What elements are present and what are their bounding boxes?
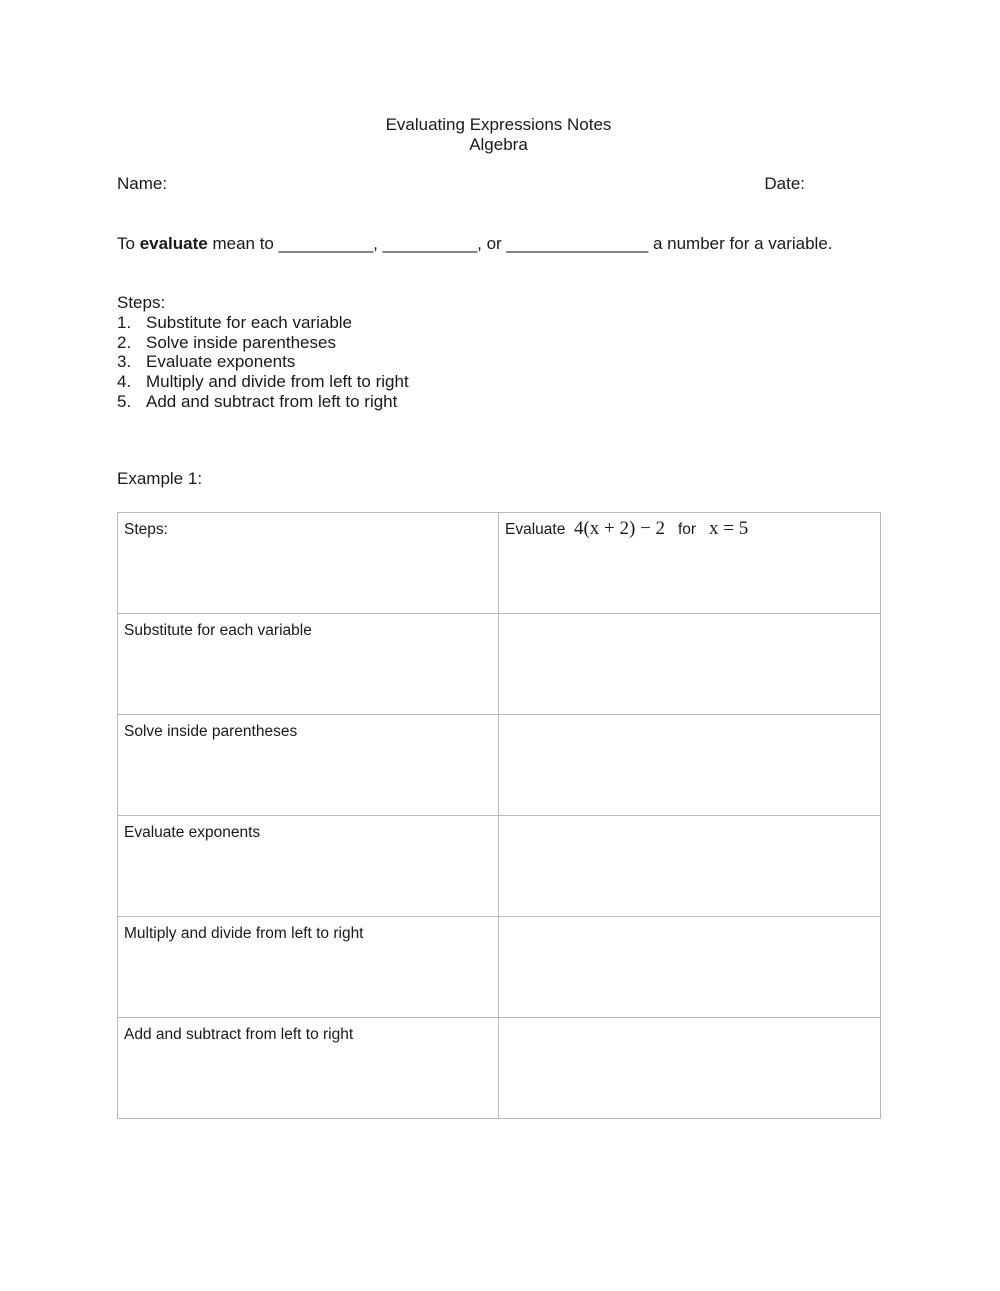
steps-heading: Steps: [117,293,166,312]
step-text: Solve inside parentheses [146,332,336,352]
step-item [117,313,409,333]
step-label-cell: Multiply and divide from left to right [118,917,499,1018]
date-label: Date: [764,174,805,193]
evaluate-definition [117,234,833,254]
work-cell[interactable] [499,614,881,715]
definition-rest: mean to __________, __________, or _______________ a number for a variable. [207,234,833,253]
step-number: 5. [117,391,132,411]
work-cell[interactable] [499,816,881,917]
step-text: Evaluate exponents [146,352,296,372]
table-row [118,917,881,1018]
evaluate-word: Evaluate [505,521,566,538]
table-header-steps: Steps: [118,513,499,614]
step-text: Substitute for each variable [146,312,353,332]
step-number: 3. [117,352,132,372]
expression: 4(x + 2) − 2 [573,518,666,539]
steps-section [117,293,409,412]
table-row [118,816,881,917]
definition-prefix: To [117,234,140,253]
condition: x = 5 [708,518,749,539]
step-item [117,333,409,353]
name-label: Name: [117,174,168,193]
step-text: Add and subtract from left to right [146,391,398,411]
table-row [118,513,881,614]
step-number: 4. [117,372,132,392]
document-title: Evaluating Expressions Notes [385,115,612,134]
table-row [118,1018,881,1119]
step-item [117,352,409,372]
step-text: Multiply and divide from left to right [146,372,409,392]
document-header [0,115,997,155]
step-label-cell: Solve inside parentheses [118,715,499,816]
step-number: 2. [117,332,132,352]
work-cell[interactable] [499,715,881,816]
table-row [118,614,881,715]
example-label: Example 1: [117,469,203,488]
steps-list [117,313,409,412]
step-label-cell: Evaluate exponents [118,816,499,917]
for-word: for [677,521,697,538]
work-cell[interactable] [499,1018,881,1119]
definition-bold-word: evaluate [139,234,208,253]
work-cell[interactable] [499,917,881,1018]
table-header-problem [499,513,881,614]
step-label-cell: Substitute for each variable [118,614,499,715]
example-work-table [117,512,881,1119]
table-row [118,715,881,816]
step-item [117,392,409,412]
step-label-cell: Add and subtract from left to right [118,1018,499,1119]
step-item [117,372,409,392]
document-subtitle: Algebra [469,135,528,154]
step-number: 1. [117,312,132,332]
